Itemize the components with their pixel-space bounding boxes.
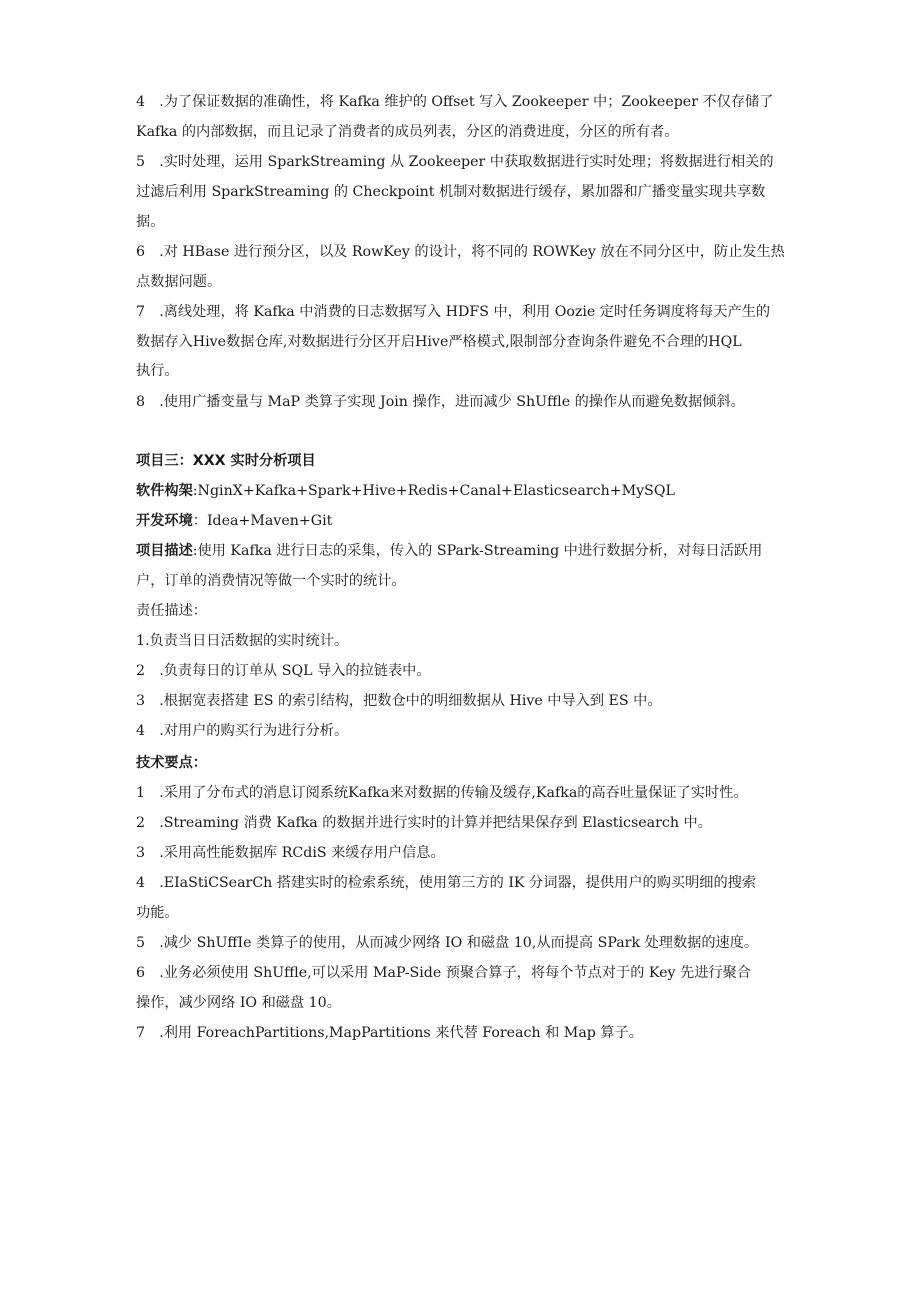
tech-point-5: 5 .减少 ShUffIe 类算子的使用，从而减少网络 IO 和磁盘 10,从而提高 SPark 处理数据的速度。 <box>136 935 759 951</box>
item-6-line-1: 6 .对 HBase 进行预分区，以及 RowKey 的设计，将不同的 ROWKey 放在不同分区中，防止发生热 <box>136 244 785 260</box>
software-stack <box>136 481 796 501</box>
tech-point-6-line-2: 操作，减少网络 IO 和磁盘 10。 <box>136 995 341 1011</box>
tech-point-3: 3 .采用高性能数据库 RCdiS 来缓存用户信息。 <box>136 845 445 861</box>
env-label: 开发环境 <box>136 513 193 529</box>
item-7-line-2: 数据存入Hive数据仓库,对数据进行分区开启Hive严格模式,限制部分查询条件避免不合理的HQL <box>136 334 742 350</box>
project-description <box>136 541 796 561</box>
tech-point-1: 1 .采用了分布式的消息订阅系统Kafka来对数据的传输及缓存,Kafka的高吞吐量保证了实时性。 <box>136 785 748 801</box>
tech-points-label: 技术要点： <box>136 755 207 771</box>
item-4-line-1: 4 .为了保证数据的准确性，将 Kafka 维护的 Offset 写入 Zookeeper 中；Zookeeper 不仅存储了 <box>136 94 774 110</box>
item-4-line-2: Kafka 的内部数据，而且记录了消费者的成员列表，分区的消费进度，分区的所有者。 <box>136 124 679 140</box>
responsibility-label: 责任描述： <box>136 603 207 619</box>
responsibility-2: 2 .负责每日的订单从 SQL 导入的拉链表中。 <box>136 663 431 679</box>
software-label: 软件构架 <box>136 483 193 499</box>
tech-point-7: 7 .利用 ForeachPartitions,MapPartitions 来代替 Foreach 和 Map 算子。 <box>136 1025 643 1041</box>
dev-environment <box>136 511 796 531</box>
env-value: ：Idea+Maven+Git <box>192 513 333 529</box>
desc-label: 项目描述 <box>136 543 193 559</box>
project-description-line-2: 户，订单的消费情况等做一个实时的统计。 <box>136 573 406 589</box>
item-5-line-3: 据。 <box>136 214 165 230</box>
tech-point-4-line-1: 4 .EIaStiCSearCh 搭建实时的检索系统，使用第三方的 IK 分词器，提供用户的购买明细的搜索 <box>136 875 757 891</box>
project-title: 项目三：XXX 实时分析项目 <box>136 453 316 469</box>
responsibility-1: 1.负责当日日活数据的实时统计。 <box>136 633 349 649</box>
responsibility-4: 4 .对用户的购买行为进行分析。 <box>136 723 349 739</box>
desc-value: :使用 Kafka 进行日志的采集，传入的 SPark-Streaming 中进行数据分析，对每日活跃用 <box>192 543 763 559</box>
software-value: :NginX+Kafka+Spark+Hive+Redis+Canal+Elasticsearch+MySQL <box>192 483 675 499</box>
tech-point-2: 2 .Streaming 消费 Kafka 的数据并进行实时的计算并把结果保存到 Elasticsearch 中。 <box>136 815 712 831</box>
item-5-line-1: 5 .实时处理，运用 SparkStreaming 从 Zookeeper 中获取数据进行实时处理；将数据进行相关的 <box>136 154 774 170</box>
item-6-line-2: 点数据问题。 <box>136 274 222 290</box>
responsibility-3: 3 .根据宽表搭建 ES 的索引结构，把数仓中的明细数据从 Hive 中导入到 ES 中。 <box>136 693 662 709</box>
item-8: 8 .使用广播变量与 MaP 类算子实现 Join 操作，进而减少 ShUffle 的操作从而避免数据倾斜。 <box>136 394 745 410</box>
item-7-line-1: 7 .离线处理，将 Kafka 中消费的日志数据写入 HDFS 中，利用 Oozie 定时任务调度将每天产生的 <box>136 304 771 320</box>
item-5-line-2: 过滤后利用 SparkStreaming 的 Checkpoint 机制对数据进行缓存，累加器和广播变量实现共享数 <box>136 184 766 200</box>
item-7-line-3: 执行。 <box>136 363 179 379</box>
tech-point-6-line-1: 6 .业务必须使用 ShUffle,可以采用 MaP-Side 预聚合算子，将每个节点对于的 Key 先进行聚合 <box>136 965 751 981</box>
tech-point-4-line-2: 功能。 <box>136 905 179 921</box>
